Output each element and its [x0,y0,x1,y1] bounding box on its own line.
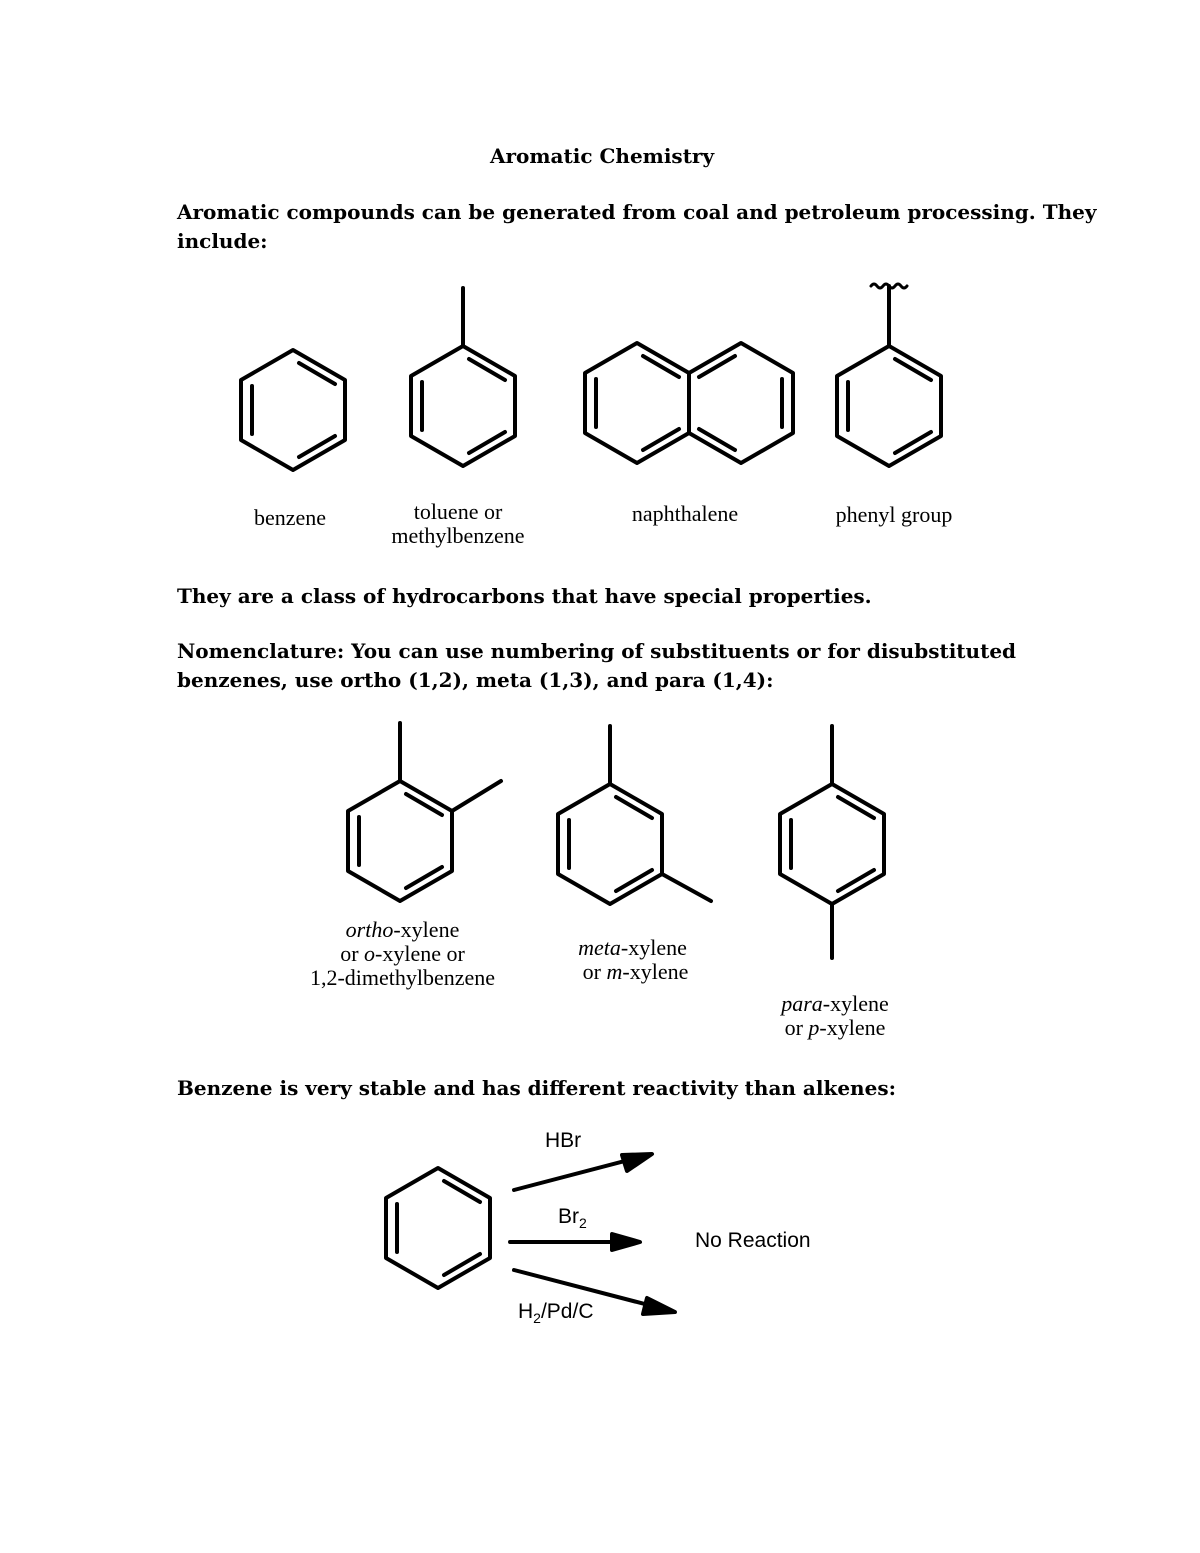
para-xylene-structure [767,718,897,968]
reagent-h2-a: H [518,1300,534,1323]
meta-xylene-label-line-1 [545,936,720,960]
nomenclature-line-1-rest: : You can use numbering of substituents or for disubstituted [336,639,1017,663]
toluene-label-line-2: methylbenzene [391,523,525,548]
meta-line2-c: -xylene [622,959,689,984]
meta-line2-a: or [582,959,607,984]
intro-text-line-2: include: [177,229,268,253]
class-sentence: They are a class of hydrocarbons that have special properties. [177,584,872,608]
meta-xylene-label-line-2 [548,960,723,984]
meta-suffix: -xylene [620,935,687,960]
reagent-h2-b: /Pd/C [540,1300,594,1323]
meta-prefix: meta [578,935,621,960]
naphthalene-label: naphthalene [631,501,739,526]
hbr-arrow-line [514,1157,640,1190]
ortho-xylene-label-line-2 [300,942,505,966]
para-line2-c: -xylene [819,1015,886,1040]
para-prefix: para [781,991,823,1016]
para-line2-a: or [784,1015,809,1040]
reagent-br2-base: Br [558,1205,579,1228]
ortho-xylene-structure [335,715,515,905]
ortho-prefix: ortho [345,917,394,942]
naphthalene-structure [575,333,805,473]
ortho-line2-c: -xylene or [375,941,465,966]
reagent-hbr: HBr [545,1129,582,1152]
reaction-benzene-structure [375,1160,505,1300]
page-title: Aromatic Chemistry [490,144,715,168]
toluene-structure [400,280,530,480]
para-line2-b: p [808,1015,820,1040]
stability-sentence: Benzene is very stable and has different reactivity than alkenes: [177,1076,896,1100]
ortho-xylene-label-line-3: 1,2-dimethylbenzene [309,965,496,990]
reagent-h2-sub: 2 [533,1310,541,1327]
reagent-h2-pd-c [518,1300,594,1326]
para-suffix: -xylene [822,991,889,1016]
reagent-br2 [558,1205,587,1231]
meta-line2-b: m [606,959,623,984]
nomenclature-line-2: benzenes, use ortho (1,2), meta (1,3), and para (1,4): [177,668,774,692]
no-reaction-label: No Reaction [695,1229,811,1252]
para-xylene-label-line-1 [760,992,910,1016]
nomenclature-line-1 [177,639,1016,663]
reagent-br2-sub: 2 [579,1215,587,1232]
toluene-label-line-1: toluene or [413,499,503,524]
ortho-line2-b: o [364,941,376,966]
ortho-line2-a: or [340,941,365,966]
ortho-xylene-label-line-1 [300,918,505,942]
hbr-arrow-head [622,1154,652,1171]
intro-text-line-1: Aromatic compounds can be generated from coal and petroleum processing. They [177,200,1097,224]
benzene-structure [230,340,360,480]
ortho-suffix: -xylene [393,917,460,942]
h2-arrow-head [643,1298,675,1314]
phenyl-group-structure [825,278,955,478]
br2-arrow-head [612,1234,640,1250]
phenyl-group-label: phenyl group [835,502,953,527]
para-xylene-label-line-2 [760,1016,910,1040]
meta-xylene-structure [545,718,725,908]
benzene-label: benzene [253,505,327,530]
nomenclature-term: Nomenclature [177,639,337,663]
